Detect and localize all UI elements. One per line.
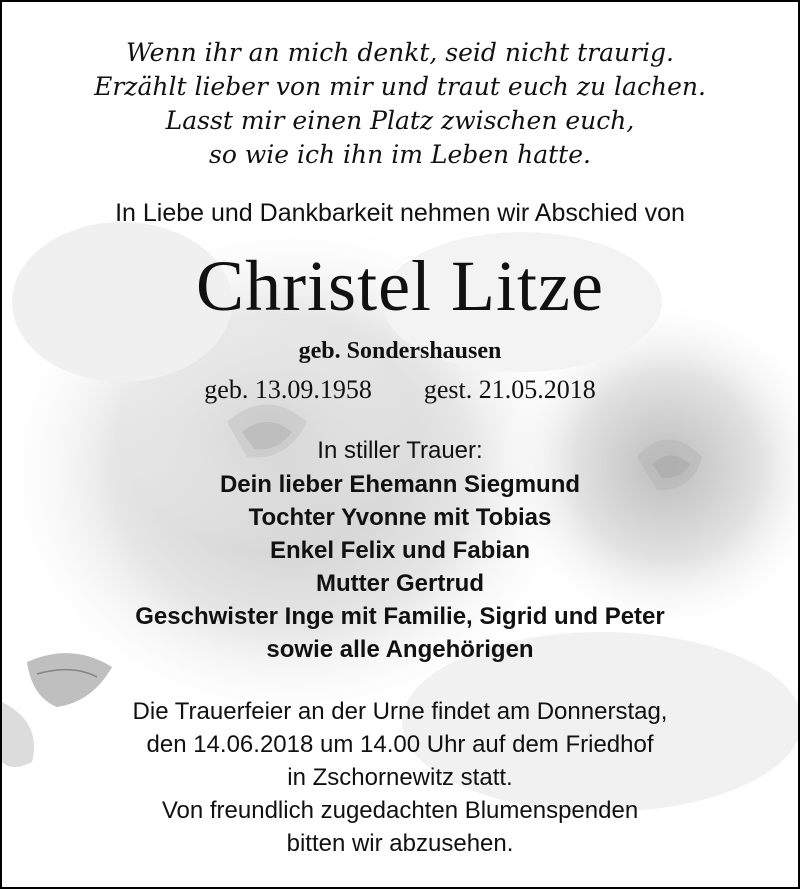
- poem-line-2: Erzählt lieber von mir und traut euch zu lachen.: [94, 72, 706, 101]
- mourner-line: sowie alle Angehörigen: [266, 636, 534, 663]
- birth-name: geb. Sondershausen: [298, 338, 502, 364]
- birth-date: geb. 13.09.1958: [204, 375, 372, 404]
- service-line: Von freundlich zugedachten Blumenspenden: [161, 797, 639, 824]
- service-line: in Zschornewitz statt.: [287, 764, 513, 791]
- mourner-line: Tochter Yvonne mit Tobias: [248, 504, 552, 531]
- service-line: bitten wir abzusehen.: [286, 830, 514, 857]
- service-line: Die Trauerfeier an der Urne findet am Donnerstag,: [132, 698, 668, 725]
- poem-line-1: Wenn ihr an mich denkt, seid nicht traurig.: [126, 38, 674, 67]
- life-dates: [2, 375, 798, 405]
- death-date: gest. 21.05.2018: [423, 375, 596, 404]
- poem-line-3: Lasst mir einen Platz zwischen euch,: [165, 106, 635, 135]
- mourner-line: Dein lieber Ehemann Siegmund: [219, 471, 581, 498]
- service-line: den 14.06.2018 um 14.00 Uhr auf dem Friedhof: [146, 731, 654, 758]
- mourner-line: Enkel Felix und Fabian: [269, 537, 531, 564]
- deceased-name: Christel Litze: [196, 246, 604, 326]
- mourners-heading: In stiller Trauer:: [317, 437, 483, 464]
- poem-line-4: so wie ich ihn im Leben hatte.: [209, 140, 591, 169]
- mourner-line: Geschwister Inge mit Familie, Sigrid und Peter: [135, 603, 665, 630]
- mourner-line: Mutter Gertrud: [316, 570, 484, 597]
- farewell-intro: In Liebe und Dankbarkeit nehmen wir Abschied von: [115, 199, 685, 227]
